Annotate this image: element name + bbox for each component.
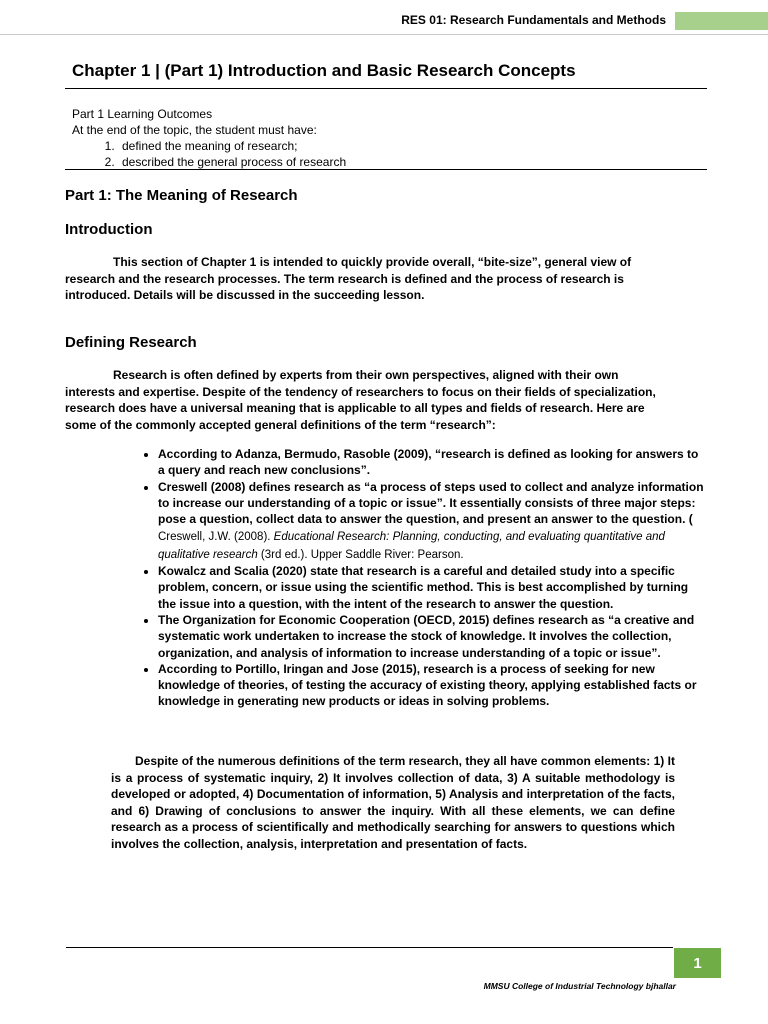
defining-research-heading: Defining Research xyxy=(65,334,197,351)
citation xyxy=(158,531,665,560)
learning-outcomes-heading: Part 1 Learning Outcomes xyxy=(72,107,213,121)
definition-item: • According to Adanza, Bermudo, Rasoble (2009), “research is defined as looking for answers to a query and reach new conclusions”. xyxy=(158,446,706,479)
learning-outcomes-intro: At the end of the topic, the student must have: xyxy=(72,123,317,137)
definition-item xyxy=(158,479,706,563)
learning-outcome-item: 1. defined the meaning of research; xyxy=(118,138,346,154)
learning-outcomes xyxy=(72,106,346,170)
definition-item: • The Organization for Economic Cooperation (OECD, 2015) defines research as “a creative and systematic work undertaken to increase the stock of knowledge. It involves the collection, organization, and analysis of information to increase understanding of a topic or issue”. xyxy=(158,612,706,661)
introduction-body: This section of Chapter 1 is intended to quickly provide overall, “bite-size”, general view of research and the research processes. The term research is defined and the process of research is introduced. Details will be discussed in the succeeding lesson. xyxy=(65,255,632,302)
conclusion-paragraph xyxy=(111,753,675,852)
definition-item-text: Creswell (2008) defines research as “a process of steps used to collect and analyze information to increase our understanding of a topic or issue”. It essentially consists of three major steps: pose a question, collect data to answer the question, and present an answer to the question. ( xyxy=(158,479,704,527)
chapter-rule xyxy=(65,88,707,89)
citation-title: Educational Research: Planning, conducting, and evaluating quantitative and qualitative research xyxy=(158,531,665,561)
introduction-paragraph xyxy=(65,254,640,304)
page-number: 1 xyxy=(674,948,721,978)
introduction-heading: Introduction xyxy=(65,221,153,238)
defining-intro-text: Research is often defined by experts from their own perspectives, aligned with their own interests and expertise. Despite of the tendency of researchers to focus on their fields of specialization, research does have a universal meaning that is applicable to all types and fields of research. Here are some of the commonly accepted general definitions of the term “research”: xyxy=(65,368,656,432)
outcomes-rule xyxy=(65,169,707,170)
learning-outcome-item: 2. described the general process of research xyxy=(118,154,346,170)
footer-credit: MMSU College of Industrial Technology bjhallar xyxy=(483,981,676,991)
header-accent-bar xyxy=(675,12,768,30)
chapter-title: Chapter 1 | (Part 1) Introduction and Basic Research Concepts xyxy=(72,61,576,80)
defining-research-intro xyxy=(65,367,663,433)
conclusion-text: Despite of the numerous definitions of the term research, they all have common elements: 1) It is a process of systematic inquiry, 2) It involves collection of data, 3) A suitable methodology is developed or adopted, 4) Documentation of information, 5) Analysis and interpretation of the facts, and 6) Drawing of conclusions to answer the inquiry. With all these elements, we can define research as a process of scientifically and methodically searching for answers to questions which involves the collection, analysis, interpretation and presentation of facts. xyxy=(111,754,675,851)
definition-item: • Kowalcz and Scalia (2020) state that research is a careful and detailed study into a specific problem, concern, or issue using the scientific method. This is best accomplished by turning the issue into a question, with the intent of the research to answer the question. xyxy=(158,563,706,612)
citation-publisher: (3rd ed.). Upper Saddle River: Pearson. xyxy=(257,548,464,561)
definitions-list xyxy=(132,446,706,710)
citation-author: Creswell, J.W. (2008). xyxy=(158,531,274,544)
part-heading: Part 1: The Meaning of Research xyxy=(65,187,298,204)
course-title: RES 01: Research Fundamentals and Methods xyxy=(401,13,666,27)
header-divider xyxy=(0,34,768,35)
footer-divider xyxy=(66,947,673,948)
definition-item: • According to Portillo, Iringan and Jose (2015), research is a process of seeking for new knowledge of theories, of testing the accuracy of existing theory, applying established facts or knowledge in generating new products or ideas in solving problems. xyxy=(158,661,706,710)
